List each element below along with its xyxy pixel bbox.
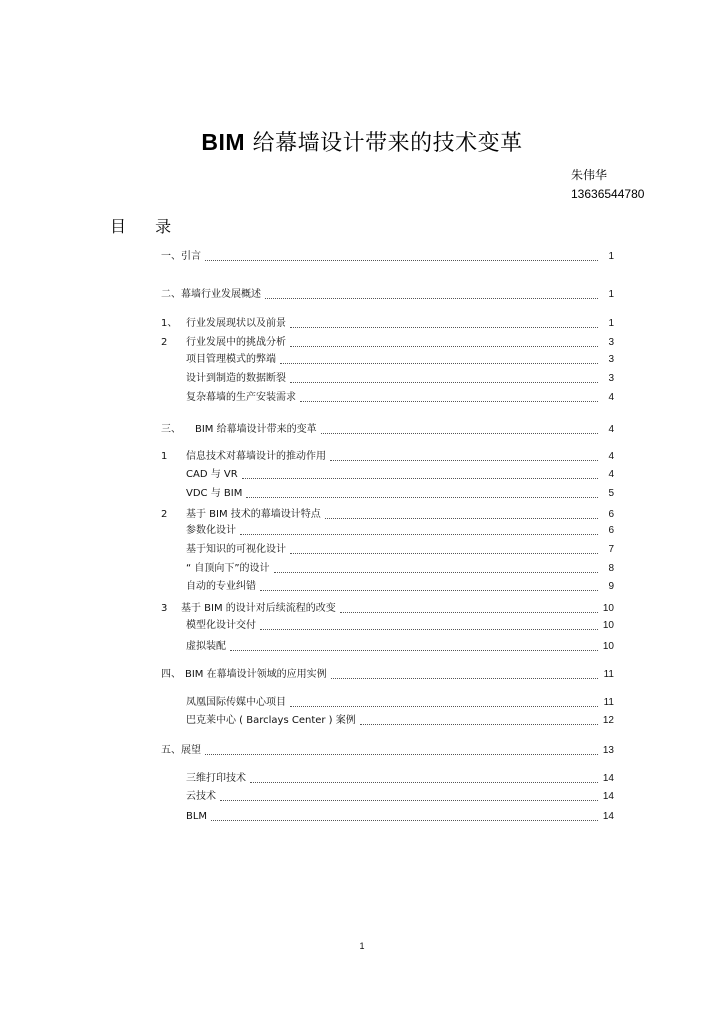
toc-leader-dots	[290, 326, 598, 328]
toc-entry[interactable]	[161, 508, 614, 522]
toc-entry-page: 9	[608, 581, 614, 592]
toc-leader-dots	[205, 753, 598, 755]
toc-leader-dots	[290, 552, 598, 554]
toc-leader-dots	[290, 381, 598, 383]
toc-entry-title: BIM 在幕墙设计领域的应用实例	[185, 669, 327, 680]
toc-entry[interactable]	[186, 714, 614, 728]
toc-entry[interactable]	[186, 372, 614, 386]
toc-entry-number: 1、	[161, 318, 178, 329]
toc-entry-title: 行业发展中的挑战分析	[186, 337, 286, 348]
toc-entry-page: 10	[602, 620, 614, 631]
toc-leader-dots	[274, 571, 598, 573]
toc-entry[interactable]	[186, 696, 614, 710]
title-rest: 给幕墙设计带来的技术变革	[252, 131, 523, 156]
toc-entry[interactable]	[186, 810, 614, 824]
toc-entry[interactable]	[161, 250, 614, 264]
toc-entry[interactable]	[186, 353, 614, 367]
toc-leader-dots	[290, 345, 598, 347]
toc-entry-page: 4	[608, 392, 614, 403]
toc-leader-dots	[290, 705, 598, 707]
toc-entry-page: 4	[608, 451, 614, 462]
toc-entry[interactable]	[186, 543, 614, 557]
toc-entry[interactable]	[186, 487, 614, 501]
toc-entry[interactable]	[186, 524, 614, 538]
toc-entry[interactable]	[186, 772, 614, 786]
toc-leader-dots	[260, 628, 598, 630]
toc-entry-number: 1	[161, 451, 168, 462]
toc-entry-page: 14	[602, 773, 614, 784]
toc-entry[interactable]	[161, 744, 614, 758]
toc-entry[interactable]	[161, 288, 614, 302]
toc-entry-title: 云技术	[186, 791, 216, 802]
toc-heading: 目 录	[110, 217, 184, 236]
toc-entry-page: 11	[603, 697, 614, 708]
toc-entry-page: 12	[602, 715, 614, 726]
toc-entry-number: 2	[161, 509, 168, 520]
toc-entry-title: CAD 与 VR	[186, 469, 238, 480]
toc-leader-dots	[230, 649, 598, 651]
toc-entry-number: 一、	[161, 251, 181, 262]
toc-entry[interactable]	[161, 602, 614, 616]
toc-entry-title: 展望	[181, 745, 201, 756]
toc-leader-dots	[260, 589, 598, 591]
toc-leader-dots	[325, 517, 598, 519]
toc-entry[interactable]	[186, 790, 614, 804]
toc-entry[interactable]	[161, 450, 614, 464]
toc-entry-title: 参数化设计	[186, 525, 236, 536]
toc-entry-page: 1	[608, 289, 614, 300]
toc-entry[interactable]	[161, 336, 614, 350]
toc-leader-dots	[300, 400, 598, 402]
toc-leader-dots	[321, 432, 598, 434]
toc-entry[interactable]	[186, 619, 614, 633]
toc-entry[interactable]	[161, 317, 614, 331]
toc-entry-page: 6	[608, 509, 614, 520]
toc-entry-title: 基于 BIM 技术的幕墙设计特点	[186, 509, 321, 520]
toc-entry[interactable]	[186, 580, 614, 594]
toc-leader-dots	[331, 677, 598, 679]
toc-entry-title: 信息技术对幕墙设计的推动作用	[186, 451, 326, 462]
toc-leader-dots	[205, 259, 598, 261]
toc-leader-dots	[265, 297, 598, 299]
toc-entry-title: 引言	[181, 251, 201, 262]
toc-entry-title: 模型化设计交付	[186, 620, 256, 631]
toc-leader-dots	[240, 533, 598, 535]
toc-entry-page: 10	[602, 641, 614, 652]
toc-leader-dots	[360, 723, 598, 725]
toc-leader-dots	[340, 611, 598, 613]
toc-entry-page: 14	[602, 811, 614, 822]
toc-leader-dots	[242, 477, 598, 479]
toc-entry-page: 6	[608, 525, 614, 536]
toc-entry-page: 1	[608, 318, 614, 329]
toc-entry-page: 3	[608, 373, 614, 384]
toc-entry-page: 7	[608, 544, 614, 555]
toc-entry-title: 基于 BIM 的设计对后续流程的改变	[181, 603, 336, 614]
toc-leader-dots	[330, 459, 598, 461]
toc-leader-dots	[211, 819, 598, 821]
toc-entry-number: 3	[161, 603, 168, 614]
toc-entry-title: 项目管理模式的弊端	[186, 354, 276, 365]
toc-entry-page: 10	[602, 603, 614, 614]
toc-leader-dots	[280, 362, 598, 364]
toc-entry[interactable]	[161, 668, 614, 682]
author-phone: 13636544780	[571, 187, 645, 201]
toc-entry-number: 五、	[161, 745, 181, 756]
toc-entry-title: BIM 给幕墙设计带来的变革	[195, 424, 317, 435]
toc-entry-title: 三维打印技术	[186, 773, 246, 784]
toc-entry-title: 凤凰国际传媒中心项目	[186, 697, 286, 708]
toc-entry-title: VDC 与 BIM	[186, 488, 243, 499]
toc-entry-title: “ 自顶向下”的设计	[186, 563, 270, 574]
toc-entry-title: 复杂幕墙的生产安装需求	[186, 392, 296, 403]
toc-entry-page: 3	[608, 354, 614, 365]
toc-entry-number: 四、	[161, 669, 181, 680]
toc-entry-page: 11	[603, 669, 614, 680]
toc-entry-title: 巴克莱中心 ( Barclays Center ) 案例	[186, 715, 356, 726]
toc-entry-page: 13	[602, 745, 614, 756]
toc-entry[interactable]	[186, 562, 614, 576]
toc-entry-title: 基于知识的可视化设计	[186, 544, 286, 555]
toc-entry-title: 行业发展现状以及前景	[186, 318, 286, 329]
toc-entry[interactable]	[186, 640, 614, 654]
toc-leader-dots	[246, 496, 598, 498]
toc-entry-number: 2	[161, 337, 168, 348]
toc-entry-title: 设计到制造的数据断裂	[186, 373, 286, 384]
toc-entry-page: 4	[608, 469, 614, 480]
toc-entry-page: 8	[608, 563, 614, 574]
toc-entry[interactable]	[161, 423, 614, 437]
toc-entry[interactable]	[186, 391, 614, 405]
toc-entry-page: 1	[608, 251, 614, 262]
title-prefix: BIM	[201, 129, 246, 155]
page-number: 1	[359, 941, 365, 951]
toc-leader-dots	[250, 781, 598, 783]
author-name: 朱伟华	[571, 168, 608, 182]
toc-entry-page: 4	[608, 424, 614, 435]
toc-entry-title: 自动的专业纠错	[186, 581, 256, 592]
toc-entry-title: 幕墙行业发展概述	[181, 289, 261, 300]
toc-entry-page: 3	[608, 337, 614, 348]
toc-entry-title: BLM	[186, 811, 208, 822]
toc-entry-number: 三、	[161, 424, 181, 435]
toc-entry-number: 二、	[161, 289, 181, 300]
toc-leader-dots	[220, 799, 598, 801]
toc-entry[interactable]	[186, 468, 614, 482]
toc-entry-page: 14	[602, 791, 614, 802]
toc-entry-title: 虚拟装配	[186, 641, 226, 652]
toc-entry-page: 5	[608, 488, 614, 499]
